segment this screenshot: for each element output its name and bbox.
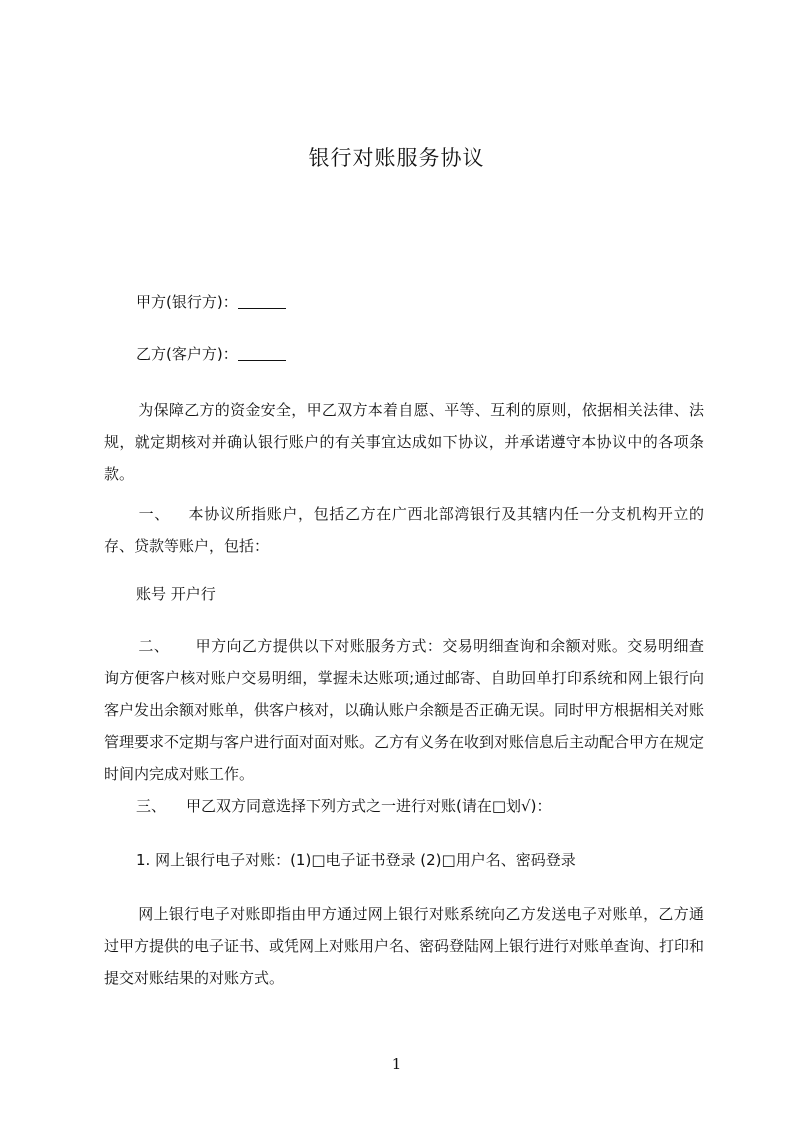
clause-3 bbox=[136, 796, 551, 816]
intro-paragraph bbox=[104, 394, 704, 490]
page-number: 1 bbox=[391, 1055, 402, 1073]
clause-3-label: 三、 bbox=[136, 797, 167, 815]
party-b-blank bbox=[238, 346, 286, 361]
party-b-line bbox=[136, 344, 286, 364]
clause-2 bbox=[104, 630, 704, 790]
party-a-line bbox=[136, 292, 286, 312]
account-header: 账号 开户行 bbox=[136, 585, 216, 603]
party-b-label: 乙方(客户方)： bbox=[136, 345, 238, 363]
clause-3-text: 甲乙双方同意选择下列方式之一进行对账(请在□划√)： bbox=[186, 797, 552, 815]
option-1-desc-text: 网上银行电子对账即指由甲方通过网上银行对账系统向乙方发送电子对账单，乙方通过甲方提供的电子证书、或凭网上对账用户名、密码登陆网上银行进行对账单查询、打印和提交对账结果的对账方式。 bbox=[104, 905, 705, 987]
option-1: 1. 网上银行电子对账：(1)□电子证书登录 (2)□用户名、密码登录 bbox=[136, 851, 576, 869]
party-a-blank bbox=[238, 294, 286, 309]
intro-text: 为保障乙方的资金安全，甲乙双方本着自愿、平等、互利的原则，依据相关法律、法规，就定期核对并确认银行账户的有关事宜达成如下协议，并承诺遵守本协议中的各项条款。 bbox=[104, 401, 704, 483]
clause-2-text: 甲方向乙方提供以下对账服务方式：交易明细查询和余额对账。交易明细查询方便客户核对账户交易明细，掌握未达账项;通过邮寄、自助回单打印系统和网上银行向客户发出余额对账单，供客户核对，以确认账户余额是否正确无误。同时甲方根据相关对账管理要求不定期与客户进行面对面对账。乙方有义务在收到对账信息后主动配合甲方在规定时间内完成对账工作。 bbox=[104, 637, 705, 783]
clause-1-label: 一、 bbox=[138, 505, 170, 523]
clause-2-label: 二、 bbox=[138, 637, 170, 655]
clause-1 bbox=[104, 498, 704, 562]
document-title: 银行对账服务协议 bbox=[308, 146, 485, 170]
clause-1-text: 本协议所指账户，包括乙方在广西北部湾银行及其辖内任一分支机构开立的存、贷款等账户，包括： bbox=[104, 505, 704, 555]
party-a-label: 甲方(银行方)： bbox=[136, 293, 238, 311]
option-1-description bbox=[104, 898, 704, 994]
